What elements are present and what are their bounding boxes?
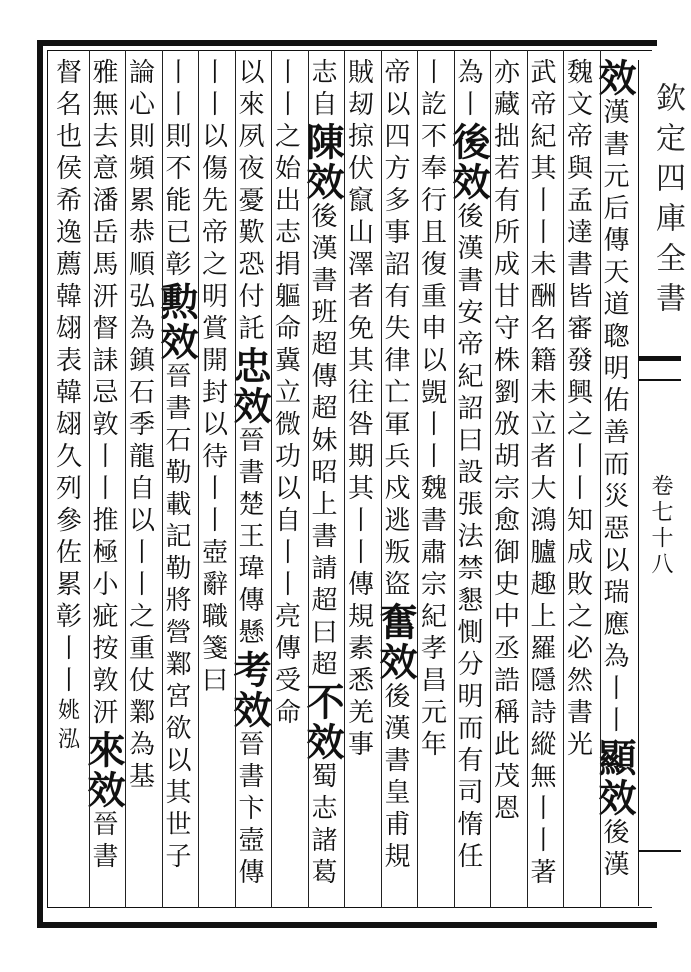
text-column: [418, 58, 453, 904]
text-segment: 晉書石勒載記勒將營鄴宮欲以其世子: [161, 362, 191, 874]
text-segment: 後漢書安帝紀詔曰設張法禁懇惻分明而有司惰任: [453, 202, 483, 874]
entry-heading: 考效: [227, 650, 272, 730]
entry-heading: 顯效: [592, 738, 637, 818]
text-column: [528, 58, 563, 904]
text-segment: 以來夙夜憂歎恐付託: [234, 58, 264, 346]
text-column: [227, 58, 272, 904]
column-rule: [271, 50, 272, 908]
text-column: [300, 58, 345, 904]
entry-heading: 奮效: [373, 602, 418, 682]
text-segment: 丨丨則不能已彰: [161, 58, 191, 282]
text-segment: 亮傳受命: [270, 602, 301, 730]
entry-heading: 不效: [300, 682, 345, 762]
column-rule: [162, 50, 163, 908]
text-column: [345, 58, 380, 904]
column-rule: [563, 50, 564, 908]
text-segment: 晉書卞壼傳: [234, 730, 264, 890]
text-column: [126, 58, 161, 904]
text-segment: 為丨: [453, 58, 483, 122]
text-segment: 帝以四方多事詔有失律亡軍兵戍逃叛盜: [380, 58, 410, 602]
text-column: [491, 58, 526, 904]
text-column: [81, 58, 126, 904]
entry-heading: 陳效: [300, 122, 345, 202]
text-segment: 亦藏拙若有所成甘守株劉攽胡宗愈御史中丞誥稱此茂恩: [489, 58, 520, 826]
column-rule: [454, 50, 455, 908]
entry-heading: 勲效: [154, 282, 199, 362]
text-segment: 武帝紀其丨丨未酬名籍未立者大鴻臚趣上羅隱詩縱無丨丨著: [526, 58, 556, 890]
text-segment: 弘為鎮石季龍自以丨丨之重仗鄴為基: [124, 282, 155, 794]
entry-heading: 效: [592, 58, 637, 98]
entry-heading: 後效: [446, 122, 491, 202]
text-segment: 晉書楚王瑋傳懸: [234, 426, 264, 650]
text-column: [272, 58, 307, 904]
text-segment: 魏文帝與孟達書皆審發興之丨丨知成敗之必然書光: [562, 58, 593, 762]
column-rule: [198, 50, 199, 908]
text-column: [199, 58, 234, 904]
fish-tail-mark: [639, 356, 681, 381]
text-segment: 漢書元后傳天道聦明佑善而災惡以瑞應為丨丨: [599, 98, 629, 738]
entry-heading: 來效: [81, 730, 126, 810]
text-segment: 賞開封以待丨丨: [197, 314, 228, 538]
volume-label: 卷七十八: [648, 474, 673, 578]
text-segment: 賊刼掠伏竄山澤者免其往咎期其丨丨: [343, 58, 374, 570]
text-column: [592, 58, 637, 904]
text-segment: 丨丨以傷先帝之明: [197, 58, 228, 314]
text-segment: 蜀志諸葛: [307, 762, 337, 890]
text-segment: 後漢書皇甫規: [380, 682, 410, 874]
fish-tail-mark-lower: [639, 850, 681, 852]
column-rule: [527, 50, 528, 908]
book-title: 欽定四庫全書: [650, 82, 685, 322]
text-column: [564, 58, 599, 904]
text-segment: 志自: [307, 58, 337, 122]
text-segment: 晉書: [88, 810, 118, 874]
text-segment: 雅無去意潘岳馬汧督誄忌敦丨丨推極小疵按敦汧: [88, 58, 118, 730]
column-rule: [600, 50, 601, 908]
text-column: [53, 58, 88, 904]
text-segment: 督名也侯希逸薦韓翃表韓翃久列參佐累彰丨丨: [51, 58, 82, 698]
column-rule: [417, 50, 418, 908]
text-column: [154, 58, 199, 904]
text-column: [446, 58, 491, 904]
column-rule: [381, 50, 382, 908]
text-segment: 後漢書班超傳超妹昭上書請超曰超: [307, 202, 337, 682]
text-segment: 丨訖不奉行且復重申以覬丨丨魏書肅宗紀孝昌元年: [416, 58, 447, 762]
page-margin: [638, 60, 687, 906]
text-segment: 丨丨之始出志捐軀命冀立微功以自丨丨: [270, 58, 301, 602]
text-column: [373, 58, 418, 904]
column-rule: [89, 50, 90, 908]
column-rule: [308, 50, 309, 908]
text-segment: 姚泓: [54, 698, 80, 756]
text-segment: 傳規素悉羌事: [343, 570, 374, 762]
text-segment: 後漢: [599, 818, 629, 882]
text-segment: 壺辭職箋曰: [197, 538, 228, 698]
text-segment: 論心則頻累恭順: [124, 58, 155, 282]
column-rule: [235, 50, 236, 908]
entry-heading: 忠效: [227, 346, 272, 426]
